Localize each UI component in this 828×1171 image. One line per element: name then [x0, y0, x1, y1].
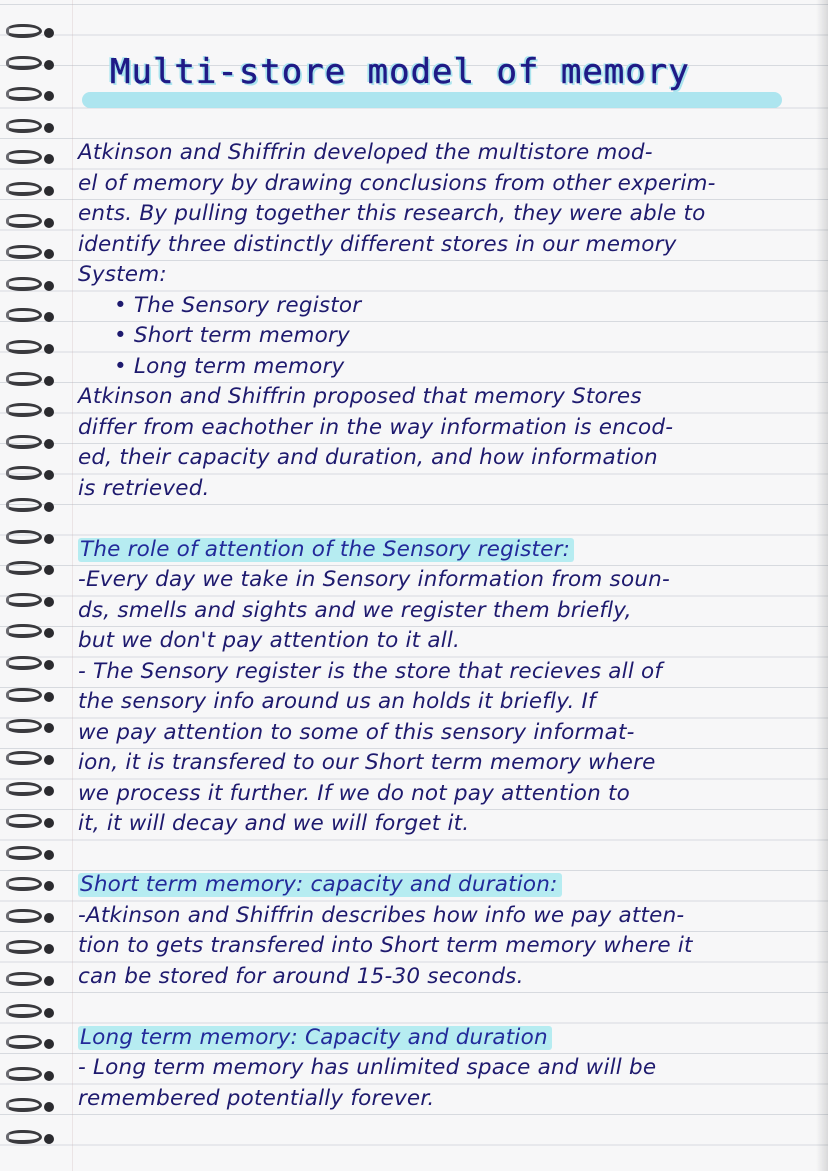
section-heading: The role of attention of the Sensory register:: [78, 538, 574, 562]
spiral-ring: [6, 561, 46, 579]
punch-hole: [44, 1134, 54, 1144]
spiral-ring: [6, 498, 46, 516]
spiral-coil: [6, 498, 42, 512]
spiral-ring: [6, 1035, 46, 1053]
punch-hole: [44, 660, 54, 670]
spiral-coil: [6, 372, 42, 386]
bullet-item: • The Sensory registor: [114, 292, 362, 318]
punch-hole: [44, 28, 54, 38]
punch-hole: [44, 1102, 54, 1112]
spiral-ring: [6, 814, 46, 832]
text-line: System:: [78, 262, 167, 287]
spiral-coil: [6, 1004, 42, 1018]
spiral-coil: [6, 1130, 42, 1144]
title-highlight: [82, 92, 782, 108]
spiral-ring: [6, 1130, 46, 1148]
spiral-coil: [6, 87, 42, 101]
punch-hole: [44, 565, 54, 575]
spiral-coil: [6, 656, 42, 670]
spiral-ring: [6, 656, 46, 674]
punch-hole: [44, 439, 54, 449]
spiral-coil: [6, 909, 42, 923]
punch-hole: [44, 312, 54, 322]
spiral-coil: [6, 688, 42, 702]
spiral-coil: [6, 308, 42, 322]
spiral-coil: [6, 340, 42, 354]
spiral-coil: [6, 150, 42, 164]
punch-hole: [44, 944, 54, 954]
punch-hole: [44, 1039, 54, 1049]
punch-hole: [44, 249, 54, 259]
spiral-ring: [6, 719, 46, 737]
spiral-ring: [6, 150, 46, 168]
punch-hole: [44, 91, 54, 101]
punch-hole: [44, 818, 54, 828]
spiral-ring: [6, 24, 46, 42]
punch-hole: [44, 1008, 54, 1018]
spiral-coil: [6, 751, 42, 765]
spiral-ring: [6, 245, 46, 263]
spiral-ring: [6, 277, 46, 295]
text-line: can be stored for around 15-30 seconds.: [78, 963, 524, 989]
spiral-coil: [6, 182, 42, 196]
spiral-ring: [6, 909, 46, 927]
punch-hole: [44, 218, 54, 228]
text-line: but we don't pay attention to it all.: [78, 628, 461, 653]
section-long-term-memory: [78, 1023, 816, 1115]
text-line: ds, smells and sights and we register them briefly,: [78, 597, 632, 623]
title-block: [82, 46, 792, 118]
spiral-coil: [6, 214, 42, 228]
punch-hole: [44, 597, 54, 607]
text-line: el of memory by drawing conclusions from other experim-: [78, 170, 716, 196]
text-line: identify three distinctly different stores in our memory: [78, 231, 677, 257]
spiral-ring: [6, 877, 46, 895]
spiral-coil: [6, 403, 42, 417]
text-line: the sensory info around us an holds it briefly. If: [78, 689, 596, 714]
punch-hole: [44, 881, 54, 891]
spiral-ring: [6, 846, 46, 864]
spiral-ring: [6, 751, 46, 769]
spiral-coil: [6, 877, 42, 891]
spiral-ring: [6, 87, 46, 105]
spiral-ring: [6, 972, 46, 990]
punch-hole: [44, 976, 54, 986]
spiral-binding: [0, 0, 60, 1171]
text-line: it, it will decay and we will forget it.: [78, 811, 470, 836]
punch-hole: [44, 376, 54, 386]
text-line: ion, it is transfered to our Short term memory where: [78, 750, 656, 775]
text-line: - The Sensory register is the store that recieves all of: [78, 658, 663, 684]
spiral-coil: [6, 846, 42, 860]
text-line: Atkinson and Shiffrin developed the multistore mod-: [78, 140, 653, 165]
spiral-coil: [6, 530, 42, 544]
spiral-ring: [6, 372, 46, 390]
spiral-coil: [6, 782, 42, 796]
text-line: - Long term memory has unlimited space and will be: [78, 1055, 657, 1080]
spiral-ring: [6, 308, 46, 326]
section-heading: Short term memory: capacity and duration:: [78, 873, 562, 897]
spiral-ring: [6, 940, 46, 958]
spiral-coil: [6, 624, 42, 638]
punch-hole: [44, 786, 54, 796]
spiral-ring: [6, 214, 46, 232]
notes-body: [78, 138, 816, 1114]
text-line: is retrieved.: [78, 475, 210, 501]
text-line: ed, their capacity and duration, and how information: [78, 445, 658, 470]
punch-hole: [44, 755, 54, 765]
spiral-coil: [6, 466, 42, 480]
punch-hole: [44, 60, 54, 70]
spiral-ring: [6, 688, 46, 706]
spiral-coil: [6, 1098, 42, 1112]
spiral-coil: [6, 277, 42, 291]
spiral-ring: [6, 1098, 46, 1116]
text-line: ents. By pulling together this research, they were able to: [78, 201, 706, 226]
text-line: differ from eachother in the way information is encod-: [78, 414, 674, 440]
punch-hole: [44, 154, 54, 164]
spiral-ring: [6, 593, 46, 611]
spiral-coil: [6, 719, 42, 733]
section-sensory-register: [78, 535, 816, 840]
bullet-item: • Short term memory: [114, 323, 350, 348]
spiral-coil: [6, 24, 42, 38]
margin-line: [72, 0, 73, 1171]
spiral-coil: [6, 972, 42, 986]
spiral-ring: [6, 340, 46, 358]
text-line: Atkinson and Shiffrin proposed that memory Stores: [78, 384, 642, 409]
spiral-ring: [6, 1067, 46, 1085]
punch-hole: [44, 723, 54, 733]
page-title: Multi-store model of memory: [110, 52, 690, 92]
punch-hole: [44, 407, 54, 417]
spiral-coil: [6, 814, 42, 828]
spiral-coil: [6, 56, 42, 70]
text-line: tion to gets transfered into Short term memory where it: [78, 933, 693, 958]
spiral-ring: [6, 56, 46, 74]
spiral-ring: [6, 119, 46, 137]
spiral-coil: [6, 435, 42, 449]
spiral-coil: [6, 119, 42, 133]
spiral-coil: [6, 1067, 42, 1081]
intro-paragraph: [78, 138, 816, 504]
punch-hole: [44, 502, 54, 512]
punch-hole: [44, 344, 54, 354]
punch-hole: [44, 850, 54, 860]
spiral-coil: [6, 940, 42, 954]
spiral-ring: [6, 782, 46, 800]
text-line: -Every day we take in Sensory information from soun-: [78, 567, 670, 592]
bullet-item: • Long term memory: [114, 353, 345, 379]
spiral-coil: [6, 1035, 42, 1049]
punch-hole: [44, 692, 54, 702]
section-short-term-memory: [78, 870, 816, 992]
spiral-ring: [6, 624, 46, 642]
punch-hole: [44, 1071, 54, 1081]
section-heading: Long term memory: Capacity and duration: [78, 1026, 552, 1050]
spiral-ring: [6, 530, 46, 548]
spiral-ring: [6, 435, 46, 453]
punch-hole: [44, 534, 54, 544]
punch-hole: [44, 186, 54, 196]
spiral-ring: [6, 1004, 46, 1022]
punch-hole: [44, 123, 54, 133]
punch-hole: [44, 281, 54, 291]
spiral-ring: [6, 182, 46, 200]
text-line: remembered potentially forever.: [78, 1085, 435, 1111]
punch-hole: [44, 913, 54, 923]
spiral-ring: [6, 403, 46, 421]
punch-hole: [44, 470, 54, 480]
spiral-coil: [6, 561, 42, 575]
spiral-ring: [6, 466, 46, 484]
text-line: we pay attention to some of this sensory informat-: [78, 719, 635, 745]
spiral-coil: [6, 593, 42, 607]
text-line: -Atkinson and Shiffrin describes how info we pay atten-: [78, 902, 685, 928]
text-line: we process it further. If we do not pay attention to: [78, 780, 631, 806]
spiral-coil: [6, 245, 42, 259]
punch-hole: [44, 628, 54, 638]
